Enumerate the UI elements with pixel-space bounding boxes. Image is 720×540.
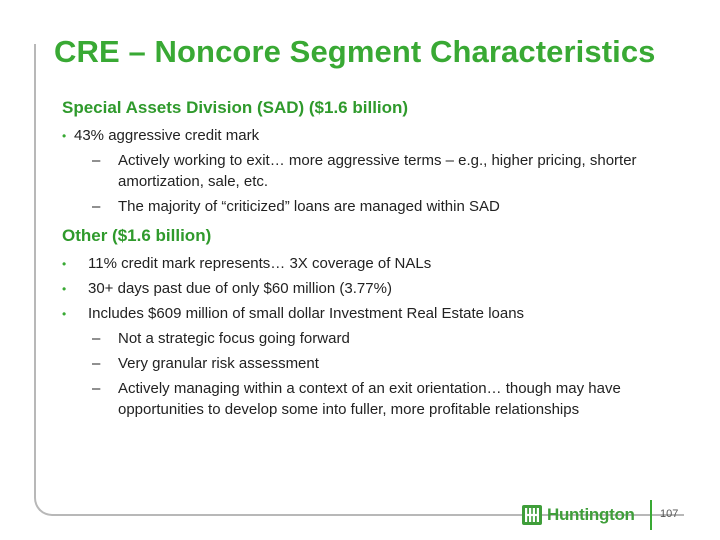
brand-name: Huntington bbox=[547, 505, 635, 524]
bullet-dot-icon: • bbox=[62, 282, 67, 296]
sad-heading: Special Assets Division (SAD) ($1.6 billion) bbox=[62, 98, 409, 117]
sad-bullet bbox=[62, 125, 702, 147]
footer-divider bbox=[650, 500, 652, 530]
other-sub-text-2: Very granular risk assessment bbox=[118, 355, 319, 372]
dash-icon: – bbox=[92, 198, 101, 215]
dash-icon: – bbox=[92, 330, 101, 347]
slide-content bbox=[62, 97, 702, 424]
huntington-logo-icon bbox=[522, 505, 542, 525]
other-heading: Other ($1.6 billion) bbox=[62, 226, 212, 245]
other-sub-item-3 bbox=[62, 378, 702, 420]
slide-title: CRE – Noncore Segment Characteristics bbox=[54, 34, 656, 69]
other-sub-item-1 bbox=[62, 328, 702, 349]
other-bullet-3 bbox=[62, 303, 702, 325]
huntington-logo bbox=[522, 504, 635, 526]
other-bullet-1 bbox=[62, 253, 702, 275]
sad-bullet-text: 43% aggressive credit mark bbox=[74, 127, 260, 144]
dash-icon: – bbox=[92, 152, 101, 169]
other-bullet-text-2: 30+ days past due of only $60 million (3.77%) bbox=[88, 280, 392, 297]
bullet-dot-icon: • bbox=[62, 307, 67, 321]
sad-sub-text-2: The majority of “criticized” loans are managed within SAD bbox=[118, 198, 500, 215]
bullet-dot-icon: • bbox=[62, 129, 67, 143]
sad-sub-item-2 bbox=[62, 196, 702, 217]
dash-icon: – bbox=[92, 355, 101, 372]
bullet-dot-icon: • bbox=[62, 257, 67, 271]
other-bullet-text-3: Includes $609 million of small dollar Investment Real Estate loans bbox=[88, 305, 525, 322]
other-sub-item-2 bbox=[62, 353, 702, 374]
sad-sub-text-1: Actively working to exit… more aggressive terms – e.g., higher pricing, shorter amortization, sale, etc. bbox=[118, 152, 637, 190]
page-number: 107 bbox=[660, 508, 679, 520]
other-sub-text-1: Not a strategic focus going forward bbox=[118, 330, 350, 347]
other-sub-text-3: Actively managing within a context of an exit orientation… though may have opportunities to develop some into fuller, more profitable relationships bbox=[118, 380, 621, 418]
other-bullet-2 bbox=[62, 278, 702, 300]
sad-sub-item-1 bbox=[62, 150, 702, 192]
dash-icon: – bbox=[92, 380, 101, 397]
other-bullet-text-1: 11% credit mark represents… 3X coverage of NALs bbox=[88, 255, 432, 272]
